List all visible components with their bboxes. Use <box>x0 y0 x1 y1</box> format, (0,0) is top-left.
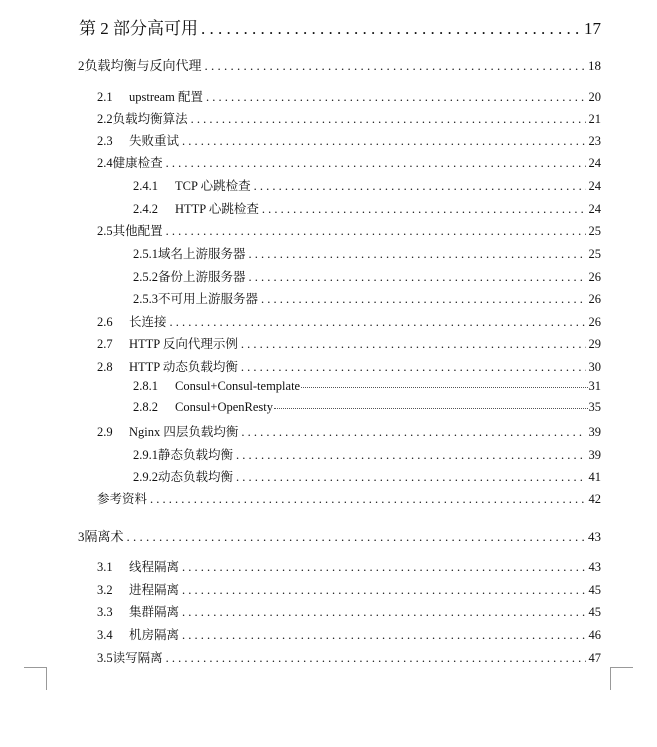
toc-entry[interactable] <box>97 131 601 149</box>
toc-entry-page: 21 <box>588 112 601 126</box>
toc-entry-page: 26 <box>588 292 601 306</box>
dot-leader <box>201 19 581 39</box>
toc-entry-title: 负载均衡算法 <box>112 112 188 126</box>
dot-leader <box>166 156 586 171</box>
dot-leader <box>182 560 585 575</box>
toc-entry-title: 不可用上游服务器 <box>158 292 259 306</box>
toc-entry[interactable] <box>78 55 601 74</box>
dot-leader <box>170 315 586 330</box>
toc-entry-title: 机房隔离 <box>129 628 180 642</box>
dot-leader <box>150 492 585 507</box>
toc-entry-page: 24 <box>588 202 601 216</box>
dot-leader <box>262 202 586 217</box>
toc-entry-title: HTTP 心跳检查 <box>175 202 259 216</box>
toc-entry[interactable] <box>97 221 601 239</box>
toc-entry-page: 29 <box>588 337 601 351</box>
toc-entry-title: 失败重试 <box>129 134 180 148</box>
toc-entry[interactable] <box>97 489 601 507</box>
dot-leader <box>127 529 585 545</box>
toc-entry-page: 24 <box>588 179 601 193</box>
page-corner-mark-right <box>610 667 633 690</box>
toc-entry-page: 20 <box>588 90 601 104</box>
toc-entry[interactable] <box>133 400 601 415</box>
toc-entry[interactable] <box>97 648 601 666</box>
dot-leader <box>182 583 585 598</box>
toc-entry[interactable] <box>97 602 601 620</box>
toc-entry-page: 17 <box>584 19 601 38</box>
toc-entry-title: 长连接 <box>129 315 167 329</box>
toc-entry-title: 集群隔离 <box>129 605 180 619</box>
toc-entry[interactable] <box>97 153 601 171</box>
dot-leader <box>249 247 586 262</box>
toc-entry-page: 26 <box>588 315 601 329</box>
toc-entry-title: 高可用 <box>147 19 198 38</box>
toc-entry[interactable] <box>97 580 601 598</box>
toc-entry-number: 3.2 <box>97 583 113 597</box>
dot-leader <box>182 628 585 643</box>
toc-entry[interactable] <box>97 357 601 375</box>
toc-entry-page: 39 <box>588 448 601 462</box>
toc-entry-number: 3.4 <box>97 628 113 642</box>
dot-leader <box>205 58 585 74</box>
toc-entry[interactable] <box>133 199 601 217</box>
toc-entry-page: 26 <box>588 270 601 284</box>
toc-entry[interactable] <box>133 379 601 394</box>
dot-leader <box>249 270 586 285</box>
toc-entry-number: 2 <box>78 58 85 73</box>
toc-entry-page: 35 <box>588 400 601 414</box>
toc-entry-number: 3.1 <box>97 560 113 574</box>
toc-entry-number: 第 2 部分 <box>79 19 147 38</box>
dot-leader <box>236 470 585 485</box>
toc-entry-number: 2.5.1 <box>133 247 158 261</box>
toc-entry-page: 39 <box>588 425 601 439</box>
dot-leader <box>206 90 586 105</box>
toc-entry-number: 2.4 <box>97 156 113 170</box>
toc-entry-number: 2.9.2 <box>133 470 158 484</box>
toc-entry[interactable] <box>97 557 601 575</box>
toc-entry-number: 2.3 <box>97 134 113 148</box>
toc-entry-page: 30 <box>588 360 601 374</box>
toc-entry-title: TCP 心跳检查 <box>175 179 251 193</box>
toc-entry-number: 2.9 <box>97 425 113 439</box>
toc-entry-number: 2.9.1 <box>133 448 158 462</box>
toc-entry-title: Consul+OpenResty <box>175 400 274 414</box>
toc-entry-number: 2.5.2 <box>133 270 158 284</box>
toc-entry-number: 3 <box>78 529 85 544</box>
toc-entry-page: 43 <box>588 529 601 544</box>
dot-leader <box>236 448 585 463</box>
toc-entry-page: 45 <box>588 583 601 597</box>
toc-entry-page: 18 <box>588 58 601 73</box>
toc-entry-title: 静态负载均衡 <box>158 448 234 462</box>
toc-entry-title: 备份上游服务器 <box>158 270 246 284</box>
toc-entry[interactable] <box>133 267 601 285</box>
dot-leader <box>166 651 586 666</box>
toc-entry-title: 隔离术 <box>84 529 124 544</box>
toc-entry-page: 46 <box>588 628 601 642</box>
toc-entry-number: 2.4.1 <box>133 179 158 193</box>
dot-leader <box>182 134 585 149</box>
toc-entry-number: 2.7 <box>97 337 113 351</box>
toc-entry[interactable] <box>133 289 601 307</box>
toc-entry-title: HTTP 反向代理示例 <box>129 337 238 351</box>
toc-entry-number: 2.2 <box>97 112 113 126</box>
toc-entry-page: 25 <box>588 224 601 238</box>
toc-entry-title: upstream 配置 <box>129 90 203 104</box>
toc-entry-title: 域名上游服务器 <box>158 247 246 261</box>
toc-entry-title: HTTP 动态负载均衡 <box>129 360 238 374</box>
toc-entry-title: 读写隔离 <box>112 651 163 665</box>
toc-entry-title: 线程隔离 <box>129 560 180 574</box>
toc-entry-title: 其他配置 <box>112 224 163 238</box>
dot-leader <box>182 605 585 620</box>
toc-entry-number: 2.1 <box>97 90 113 104</box>
dot-leader <box>254 179 586 194</box>
toc-entry-number: 2.5.3 <box>133 292 158 306</box>
toc-entry-number: 3.5 <box>97 651 113 665</box>
toc-entry-page: 43 <box>588 560 601 574</box>
toc-entry-number: 3.3 <box>97 605 113 619</box>
toc-entry[interactable] <box>97 625 601 643</box>
dot-leader <box>241 337 586 352</box>
toc-entry-page: 31 <box>588 379 601 393</box>
toc-entry-page: 25 <box>588 247 601 261</box>
toc-entry-number: 2.4.2 <box>133 202 158 216</box>
toc-entry[interactable] <box>97 334 601 352</box>
toc-entry-title: 健康检查 <box>112 156 163 170</box>
toc-entry[interactable] <box>97 87 601 105</box>
toc-entry[interactable] <box>97 422 601 440</box>
dot-leader <box>241 360 586 375</box>
toc-entry-title: 参考资料 <box>97 492 148 506</box>
toc-entry[interactable] <box>78 526 601 545</box>
toc-entry[interactable] <box>97 109 601 127</box>
toc-entry[interactable] <box>133 176 601 194</box>
toc-entry-title: Consul+Consul-template <box>175 379 301 393</box>
toc-entry[interactable] <box>133 445 601 463</box>
toc-entry-number: 2.5 <box>97 224 113 238</box>
dot-leader <box>301 382 587 388</box>
toc-entry[interactable] <box>133 244 601 262</box>
toc-entry-number: 2.8.2 <box>133 400 158 414</box>
toc-entry-page: 45 <box>588 605 601 619</box>
toc-entry-number: 2.8.1 <box>133 379 158 393</box>
toc-entry-title: 进程隔离 <box>129 583 180 597</box>
toc-entry-page: 24 <box>588 156 601 170</box>
toc-entry-title: Nginx 四层负载均衡 <box>129 425 239 439</box>
toc-entry-number: 2.8 <box>97 360 113 374</box>
toc-entry-title: 动态负载均衡 <box>158 470 234 484</box>
dot-leader <box>166 224 586 239</box>
toc-entry-page: 47 <box>588 651 601 665</box>
toc-entry[interactable] <box>133 467 601 485</box>
toc-entry-page: 42 <box>588 492 601 506</box>
dot-leader <box>241 425 585 440</box>
page-corner-mark-left <box>24 667 47 690</box>
toc-entry-title: 负载均衡与反向代理 <box>84 58 202 73</box>
toc-entry[interactable] <box>97 312 601 330</box>
dot-leader <box>274 403 587 409</box>
dot-leader <box>191 112 586 127</box>
toc-entry-page: 23 <box>588 134 601 148</box>
toc-entry-number: 2.6 <box>97 315 113 329</box>
toc-entry[interactable] <box>79 14 601 39</box>
toc-entry-page: 41 <box>588 470 601 484</box>
dot-leader <box>261 292 585 307</box>
